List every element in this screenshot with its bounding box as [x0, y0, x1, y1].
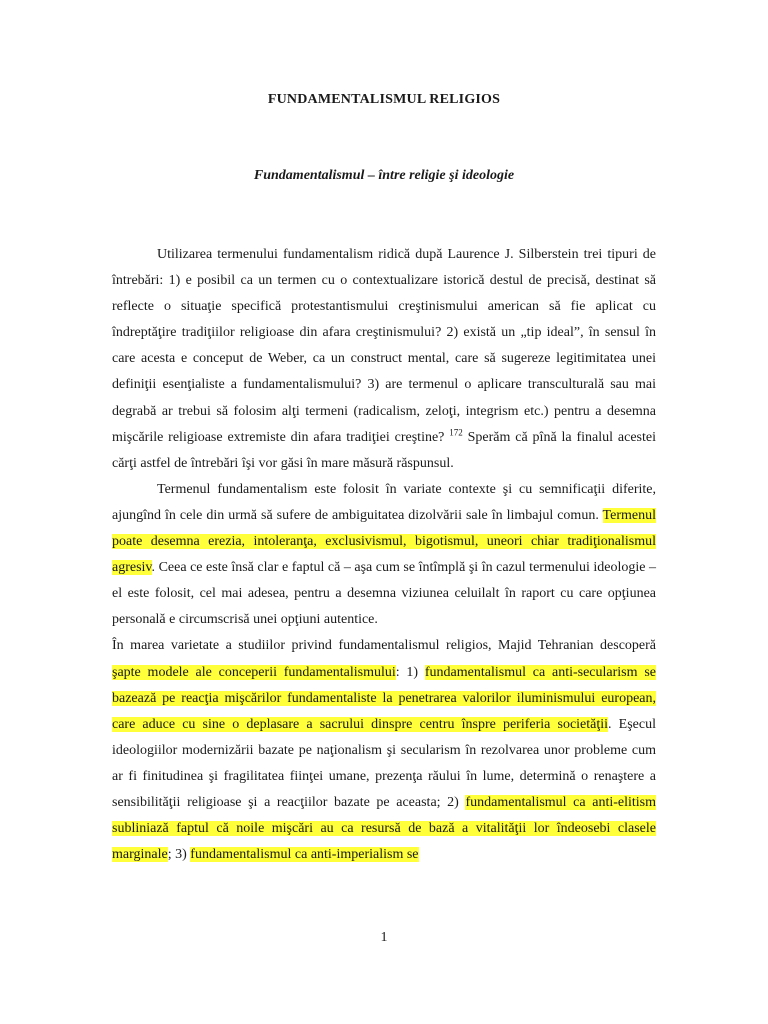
paragraph [112, 477, 656, 634]
footnote-reference[interactable]: 172 [449, 427, 463, 437]
paragraph [112, 242, 656, 477]
document-title: FUNDAMENTALISMUL RELIGIOS [267, 92, 501, 107]
highlighted-text: fundamentalismul ca anti-secularism se bazează pe reacţia mişcărilor fundamentaliste la penetrarea valorilor iluminismului european, care aduce cu sine o deplasare a sacrului dinspre centru înspre periferia societăţii [112, 664, 656, 732]
section-subtitle: Fundamentalismul – între religie şi ideologie [253, 168, 515, 183]
paragraph [112, 633, 656, 868]
highlighted-text: şapte modele ale conceperii fundamentalismului [112, 664, 396, 680]
text-span: . Eşecul ideologiilor modernizării bazate pe naţionalism şi secularism în rezolvarea unor probleme cum ar fi finitudinea şi fragilitatea fiinţei umane, prezenţa răului în lume, determină o renaştere a sensibilităţii religioase şi a reacţiilor bazate pe aceasta; 2) [112, 716, 656, 810]
highlighted-text: fundamentalismul ca anti-elitism subliniază faptul că noile mişcări au ca resursă de bază a vitalităţii lor îndeosebi clasele marginale [112, 794, 656, 863]
text-span: Utilizarea termenului fundamentalism ridică după Laurence J. Silberstein trei tipuri de întrebări: 1) e posibil ca un termen cu o contextualizare istorică destul de precisă, destinat să reflecte o situaţie specifică protestantismului creştinismului american să fie aplicat cu îndreptăţire tradiţiilor religioase din afara creştinismului? 2) există un „tip ideal”, în sensul în care acesta e conceput de Weber, ca un construct mental, care să sugereze legitimitatea unei definiţii esenţialiste a fundamentalismului? 3) are termenul o aplicare transculturală sau mai degrabă ar trebui să folosim alţi termeni (radicalism, zeloţi, integrism etc.) pentru a desemna mişcările religioase extremiste din afara tradiţiei creştine? [112, 247, 656, 445]
text-span: Termenul fundamentalism este folosit în variate contexte şi cu semnificaţii diferite, ajungînd în cele din urmă să sufere de ambiguitatea dizolvării sale în limbajul comun. [112, 481, 656, 523]
text-span: Sperăm că pînă la finalul acestei cărţi astfel de întrebări îşi vor găsi în mare măsură răspunsul. [112, 429, 657, 471]
text-span: ; 3) [167, 847, 191, 863]
text-span: : 1) [395, 664, 425, 680]
text-span: În marea varietate a studiilor privind fundamentalismul religios, Majid Tehranian descoperă [112, 638, 656, 654]
highlighted-text: fundamentalismul ca anti-imperialism se [190, 847, 419, 863]
page-number: 1 [380, 930, 388, 945]
highlighted-text: Termenul poate desemna erezia, intoleranţa, exclusivismul, bigotismul, uneori chiar tradiţionalismul agresiv [112, 507, 656, 576]
text-span: . Ceea ce este însă clar e faptul că – aşa cum se întîmplă şi în cazul termenului ideologie –el este folosit, cel mai adesea, pentru a desemna viziunea celuilalt în raport cu care opţiunea personală e circumscrisă unei opţiuni autentice. [112, 560, 656, 628]
body-text [112, 242, 656, 868]
